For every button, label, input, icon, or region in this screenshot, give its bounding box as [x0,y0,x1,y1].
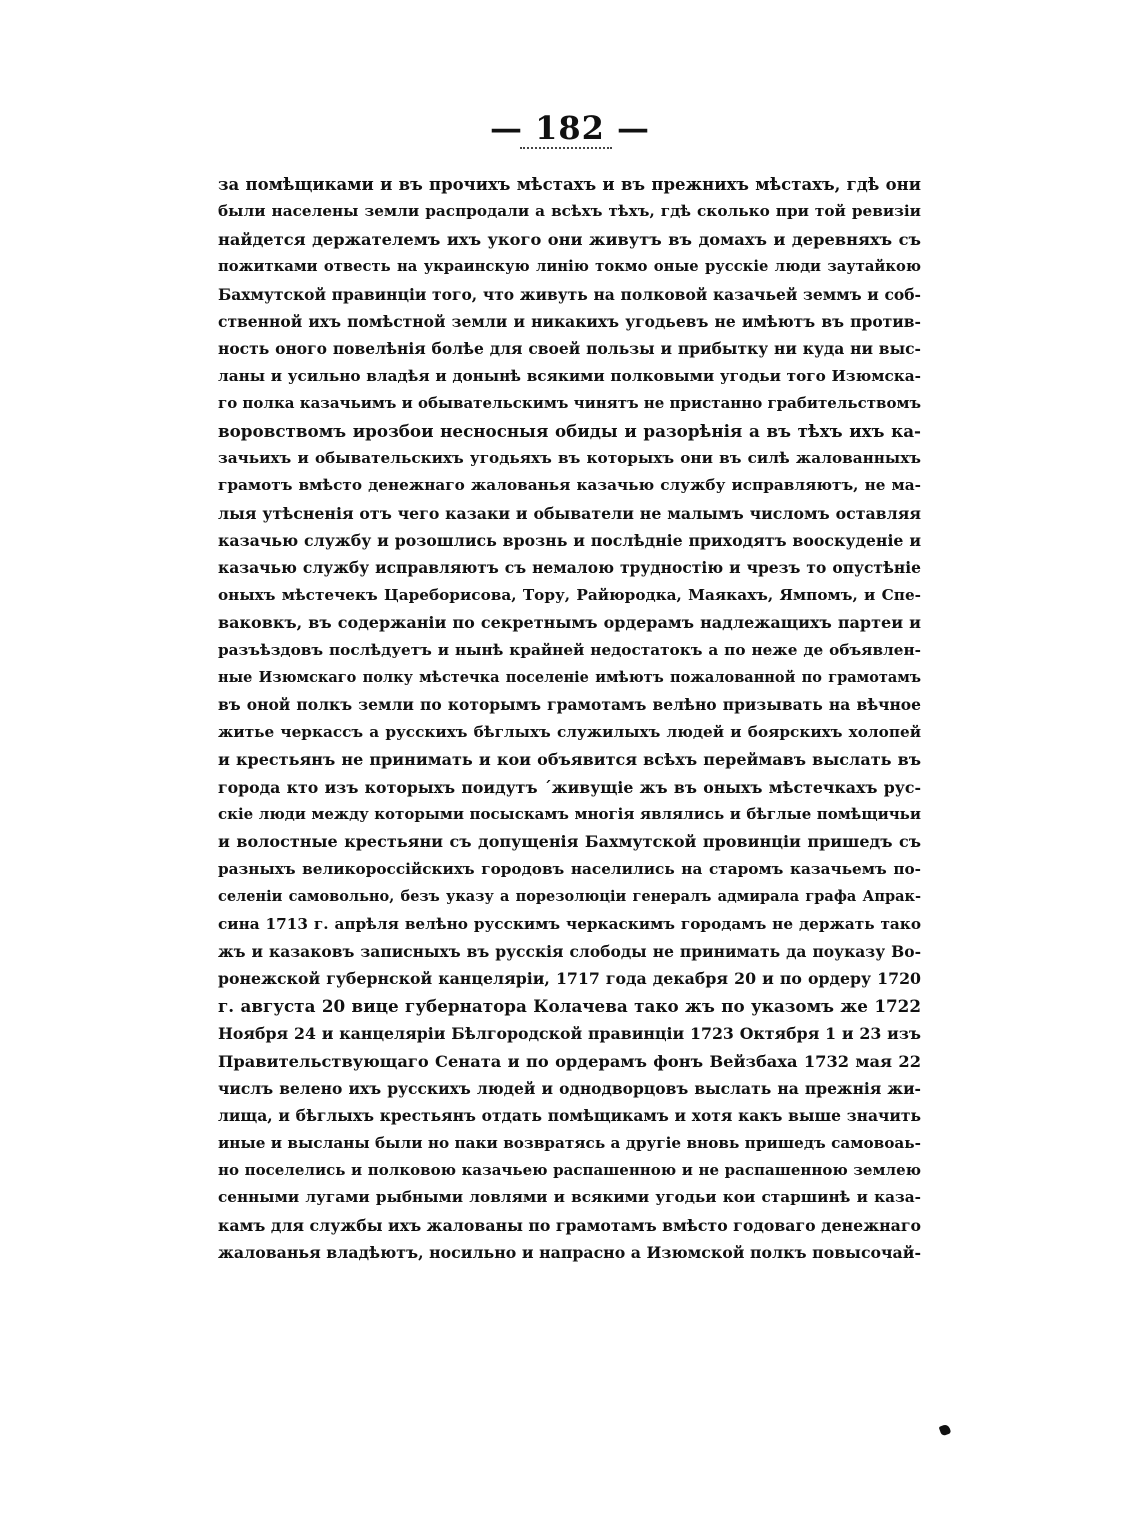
text-line: ственной ихъ помѣстной земли и никакихъ угодьевъ не имѣютъ въ против- [218,311,921,331]
text-line: г. августа 20 вице губернатора Колачева тако жъ по указомъ же 1722 [218,995,921,1016]
text-line: го полка казачьимъ и обывательскимъ чинятъ не пристанно грабительствомъ [218,394,921,413]
text-line: скіе люди между которыми посыскамъ многія являлись и бѣглые помѣщичьи [218,804,921,823]
text-line: сина 1713 г. апрѣля велѣно русскимъ черкаскимъ городамъ не держать тако [218,914,921,933]
text-line: зачьихъ и обывательскихъ угодьяхъ въ которыхъ они въ силѣ жалованныхъ [218,448,921,467]
text-line: казачью службу и розошлись врознь и послѣдніе приходятъ вооскуденіе и [218,531,921,551]
text-line: Ноября 24 и канцеляріи Бѣлгородской правинціи 1723 Октября 1 и 23 изъ [218,1024,921,1044]
text-line: и крестьянъ не принимать и кои объявится всѣхъ переймавъ выслать въ [218,750,921,770]
text-line: разъѣздовъ послѣдуетъ и нынѣ крайней недостатокъ а по неже де объявлен- [218,640,921,659]
text-line: за помѣщиками и въ прочихъ мѣстахъ и въ прежнихъ мѣстахъ, гдѣ они [218,175,921,194]
text-line: камъ для службы ихъ жалованы по грамотамъ вмѣсто годоваго денежнаго [218,1215,921,1235]
text-line: были населены земли распродали а всѣхъ тѣхъ, гдѣ сколько при той ревизіи [218,202,921,221]
text-line: найдется держателемъ ихъ укого они живутъ въ домахъ и деревняхъ съ [218,229,921,249]
text-line: но поселелись и полковою казачьею распашенною и не распашенною землею [218,1161,921,1180]
text-line: грамотъ вмѣсто денежнаго жалованья казачью службу исправляютъ, не ма- [218,476,921,495]
text-line: ность оного повелѣнія болѣе для своей пользы и прибытку ни куда ни выс- [218,339,921,359]
text-line: иные и высланы были но паки возвратясь а другіе вновь пришедъ самовоаь- [218,1133,921,1152]
text-line: жалованья владѣютъ, носильно и напрасно а Изюмской полкъ повысочай- [218,1243,921,1263]
text-line: ронежской губернской канцеляріи, 1717 года декабря 20 и по ордеру 1720 [218,969,921,989]
text-line: жъ и казаковъ записныхъ въ русскія слободы не принимать да поуказу Во- [218,941,921,961]
text-line: лыя утѣсненія отъ чего казаки и обыватели не малымъ числомъ оставляя [218,503,921,523]
text-line: ваковкъ, въ содержаніи по секретнымъ ордерамъ надлежащихъ партеи и [218,613,921,633]
text-line: селеніи самовольно, безъ указу а порезолюціи генералъ адмирала графа Апрак- [218,888,921,906]
text-line: города кто изъ которыхъ поидутъ ´живущіе жъ въ оныхъ мѣстечкахъ рус- [218,777,921,797]
text-line: ные Изюмскаго полку мѣстечка поселеніе имѣютъ пожалованной по грамотамъ [218,669,921,687]
text-line: ланы и усильно владѣя и донынѣ всякими полковыми угодьи того Изюмска- [218,366,921,385]
text-line: и волостные крестьяни съ допущенія Бахмутской провинціи пришедъ съ [218,832,921,852]
text-line: въ оной полкъ земли по которымъ грамотамъ велѣно призывать на вѣчное [218,695,921,715]
text-line: оныхъ мѣстечекъ Цареборисова, Тору, Райюродка, Маякахъ, Ямпомъ, и Спе- [218,585,921,604]
text-line: сенными лугами рыбными ловлями и всякими угодьи кои старшинѣ и каза- [218,1188,921,1207]
ink-blot-mark [939,1424,952,1437]
text-line: Правительствующаго Сената и по ордерамъ фонъ Вейзбаха 1732 мая 22 [218,1051,921,1071]
text-line: житье черкассъ а русскихъ бѣглыхъ служилыхъ людей и боярскихъ холопей [218,722,921,741]
body-text [218,171,921,1267]
text-line: пожитками отвесть на украинскую линію токмо оные русскіе люди заутайкою [218,258,921,276]
page-number: — 182 — [489,109,651,147]
text-line: разныхъ великороссійскихъ городовъ населились на старомъ казачьемъ по- [218,859,921,878]
page-number-underline [520,147,612,149]
text-line: воровствомъ ирозбои несносныя обиды и разорѣнія а въ тѣхъ ихъ ка- [218,420,921,441]
text-line: числъ велено ихъ русскихъ людей и однодворцовъ выслать на прежнія жи- [218,1078,921,1098]
text-line: лища, и бѣглыхъ крестьянъ отдать помѣщикамъ и хотя какъ выше значить [218,1106,921,1126]
text-line: Бахмутской правинціи того, что живуть на полковой казачьей земмъ и соб- [218,284,921,304]
text-line: казачью службу исправляютъ съ немалою трудностію и чрезъ то опустѣніе [218,558,921,578]
